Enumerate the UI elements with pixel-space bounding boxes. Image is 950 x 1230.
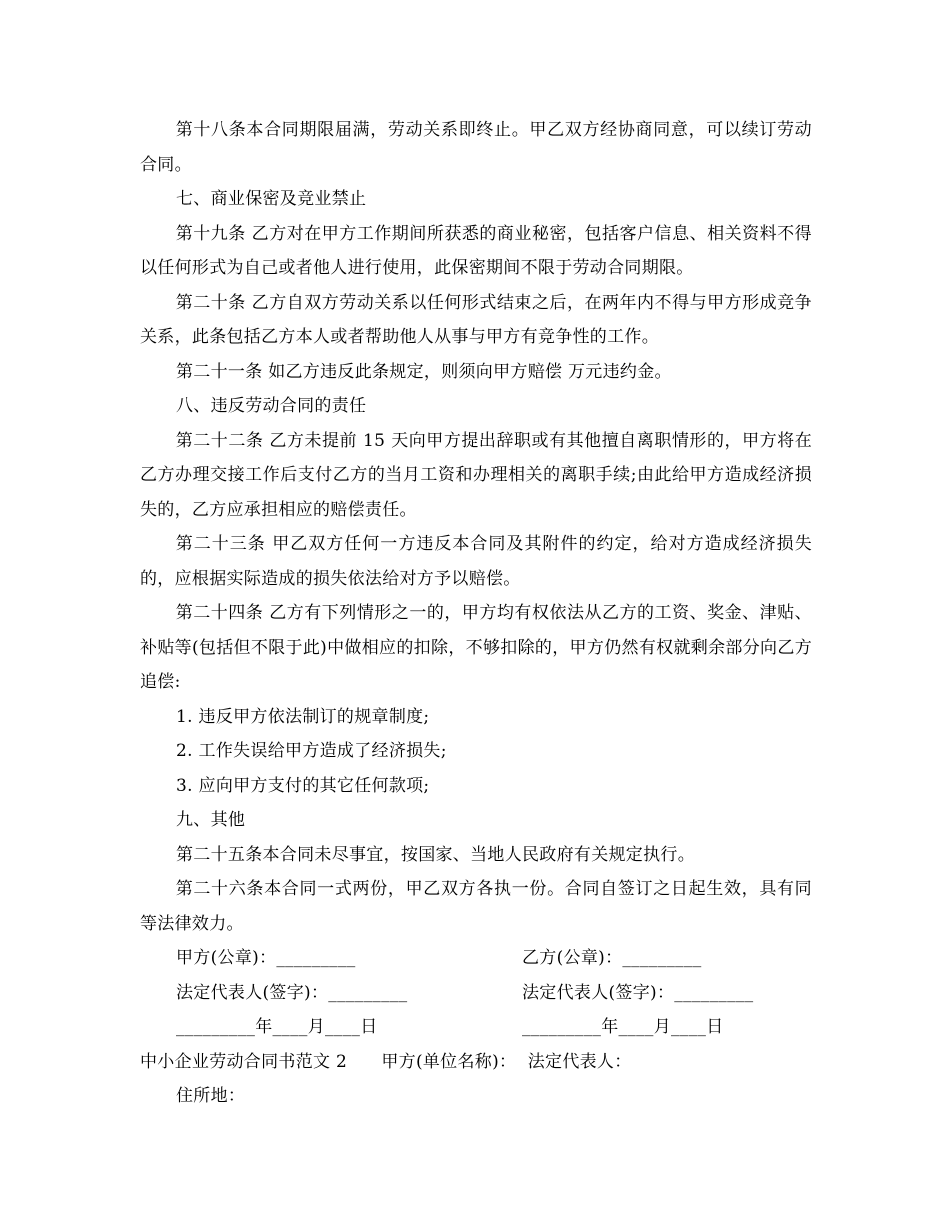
list-item: 3. 应向甲方支付的其它任何款项;: [176, 775, 430, 796]
article-21: 第二十一条 如乙方违反此条规定，则须向甲方赔偿 万元违约金。: [176, 361, 672, 382]
article-26: 第二十六条本合同一式两份，甲乙双方各执一份。合同自签订之日起生效，具有同等法律效力。: [140, 879, 812, 934]
document-body: [140, 113, 812, 1114]
section-9-heading: 九、其他: [176, 810, 246, 830]
article-22: 第二十二条 乙方未提前 15 天向甲方提出辞职或有其他擅自离职情形的，甲方将在乙方办理交接工作后支付乙方的当月工资和办理相关的离职手续;由此给甲方造成经济损失的，乙方应承担相应的赔偿责任。: [140, 430, 812, 520]
next-document-heading: 中小企业劳动合同书范文 2 甲方(单位名称)： 法定代表人：: [140, 1051, 632, 1072]
section-8-heading: 八、违反劳动合同的责任: [176, 396, 367, 416]
date-row: [140, 1010, 812, 1045]
party-b-representative-field: 法定代表人(签字)：_________: [522, 982, 754, 1003]
list-item: 1. 违反甲方依法制订的规章制度;: [176, 706, 430, 727]
representative-row: [140, 976, 812, 1011]
seal-row: [140, 941, 812, 976]
article-23: 第二十三条 甲乙双方任何一方违反本合同及其附件的约定，给对方造成经济损失的，应根据实际造成的损失依法给对方予以赔偿。: [140, 534, 812, 589]
party-b-date-field: _________年____月____日: [522, 1017, 724, 1037]
party-a-seal-field: 甲方(公章)：_________: [176, 948, 356, 968]
article-19: 第十九条 乙方对在甲方工作期间所获悉的商业秘密，包括客户信息、相关资料不得以任何形式为自己或者他人进行使用，此保密期间不限于劳动合同期限。: [140, 223, 812, 278]
article-25: 第二十五条本合同未尽事宜，按国家、当地人民政府有关规定执行。: [176, 844, 695, 865]
address-field: 住所地：: [176, 1086, 246, 1106]
list-item: 2. 工作失误给甲方造成了经济损失;: [176, 741, 447, 761]
party-a-date-field: _________年____月____日: [176, 1017, 378, 1037]
party-a-representative-field: 法定代表人(签字)：_________: [176, 982, 408, 1003]
article-20: 第二十条 乙方自双方劳动关系以任何形式结束之后，在两年内不得与甲方形成竞争关系，此条包括乙方本人或者帮助他人从事与甲方有竞争性的工作。: [140, 292, 812, 347]
article-24: 第二十四条 乙方有下列情形之一的，甲方均有权依法从乙方的工资、奖金、津贴、补贴等(包括但不限于此)中做相应的扣除，不够扣除的，甲方仍然有权就剩余部分向乙方追偿:: [140, 603, 812, 692]
article-18: 第十八条本合同期限届满，劳动关系即终止。甲乙双方经协商同意，可以续订劳动合同。: [140, 120, 812, 175]
party-b-seal-field: 乙方(公章)：_________: [522, 948, 702, 968]
section-7-heading: 七、商业保密及竞业禁止: [176, 189, 367, 209]
